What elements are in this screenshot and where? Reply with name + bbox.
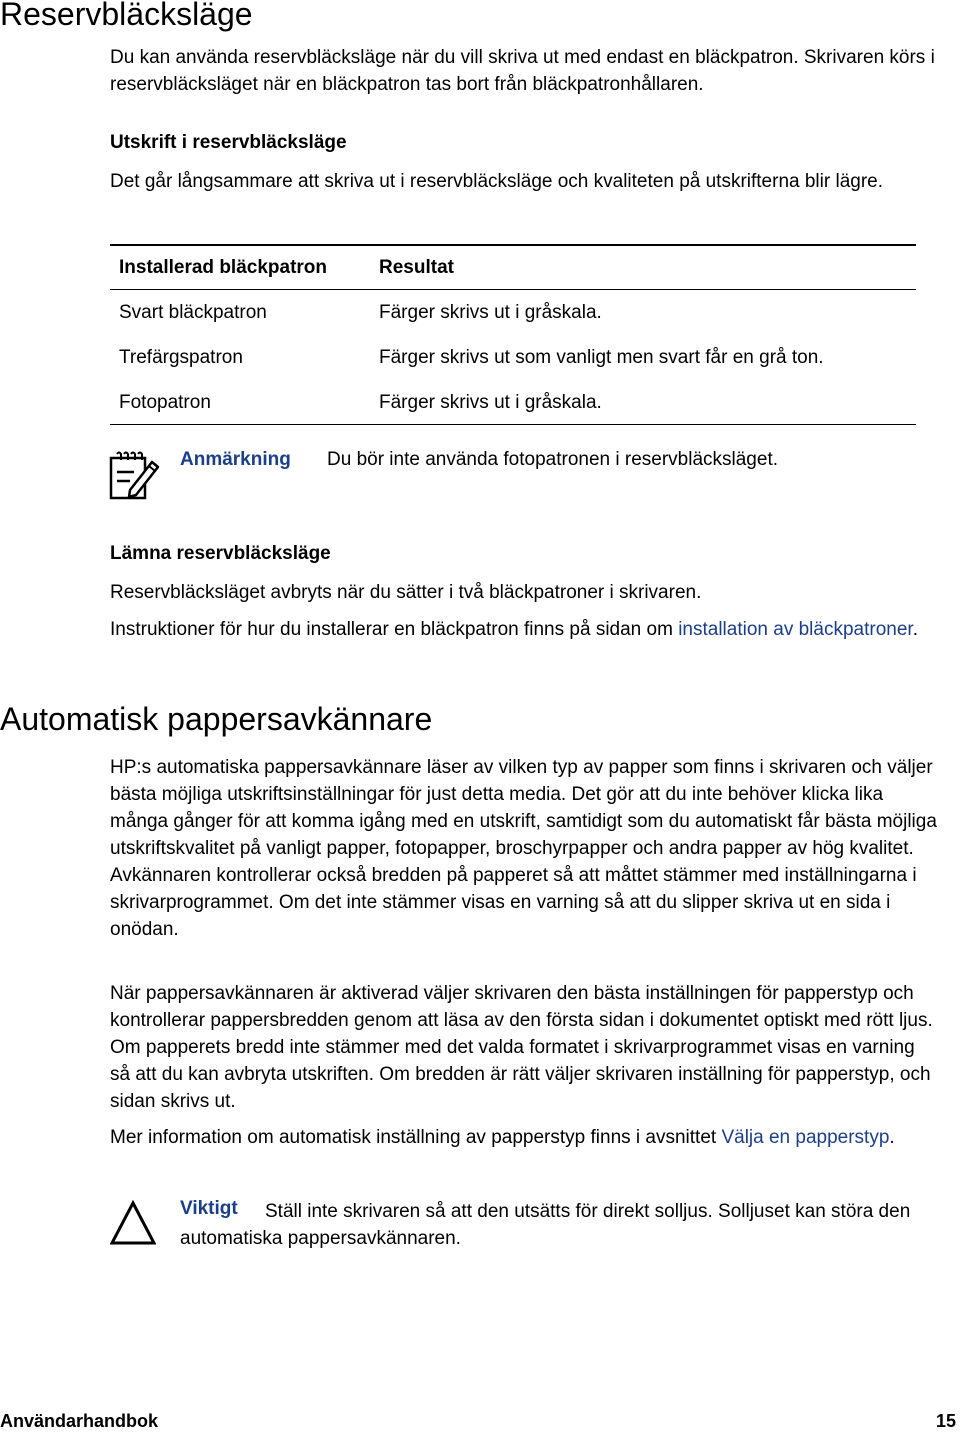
more-info-end: . [889, 1127, 895, 1148]
table-cell-cartridge: Svart bläckpatron [119, 302, 267, 323]
lamna-paragraph: Reservbläcksläget avbryts när du sätter i två bläckpatroner i skrivaren. [110, 582, 702, 603]
sensor-paragraph-1: HP:s automatiska pappersavkännare läser av vilken typ av papper som finns i skrivaren och väljer bästa möjliga utskriftsinställningar för just detta media. Det gör att du inte behöver klicka lika många gånger för att komma igång med en utskrift, samtidigt som du automatiskt får bästa möjliga utskriftskvalitet på vanligt papper, fotopapper, broschyrpapper och andra papper av hög kvalitet. Avkännaren kontrollerar också bredden på papperet så att måttet stämmer med inställningarna i skrivarprogrammet. Om det inte stämmer visas en varning så att du slipper skriva ut en sida i onödan. [110, 757, 937, 940]
more-info-paragraph [110, 1124, 940, 1151]
footer-manual-title: Användarhandbok [0, 1411, 159, 1431]
instruction-text: Instruktioner för hur du installerar en bläckpatron finns på sidan om [110, 619, 679, 640]
table-cell-cartridge: Fotopatron [119, 392, 211, 413]
more-info-text: Mer information om automatisk inställning av papperstyp finns i avsnittet [110, 1127, 722, 1148]
page-number: 15 [935, 1411, 956, 1431]
table-cell-result: Färger skrivs ut i gråskala. [379, 392, 602, 413]
instruction-end: . [912, 619, 918, 640]
intro-paragraph: Du kan använda reservbläcksläge när du vill skriva ut med endast en bläckpatron. Skrivaren körs i reservbläcksläget när en bläckpatron tas bort från bläckpatronhållaren. [110, 47, 935, 95]
warning-label: Viktigt [180, 1198, 238, 1219]
note-label: Anmärkning [180, 449, 291, 470]
sensor-paragraph-2: När pappersavkännaren är aktiverad väljer skrivaren den bästa inställningen för papperstyp och kontrollerar pappersbredden genom att läsa av den första sidan i dokumentet optiskt med rött ljus. Om papperets bredd inte stämmer med det valda formatet i skrivarprogrammet visas en varning så att du kan avbryta utskriften. Om bredden är rätt väljer skrivaren inställning för papperstyp, och sidan skrivs ut. [110, 983, 933, 1112]
table-cell-result: Färger skrivs ut i gråskala. [379, 302, 602, 323]
section-title-reservblackslage: Reservbläcksläge [0, 0, 253, 32]
warning-text: Ställ inte skrivaren så att den utsätts för direkt solljus. Solljuset kan störa den automatiska pappersavkännaren. [180, 1201, 911, 1249]
installation-link[interactable]: installation av bläckpatroner [678, 619, 913, 640]
table-header-result: Resultat [379, 257, 454, 278]
table-bottom-rule [110, 424, 916, 425]
note-text: Du bör inte använda fotopatronen i reservbläcksläget. [327, 449, 778, 470]
subheading-utskrift: Utskrift i reservbläcksläge [110, 132, 347, 153]
section-title-pappersavkannare: Automatisk pappersavkännare [0, 701, 433, 737]
table-cell-result: Färger skrivs ut som vanligt men svart får en grå ton. [379, 347, 824, 368]
warning-triangle-icon [110, 1200, 156, 1246]
table-top-rule [110, 244, 916, 246]
table-header-installed: Installerad bläckpatron [119, 257, 328, 278]
utskrift-paragraph: Det går långsammare att skriva ut i reservbläcksläge och kvaliteten på utskrifterna blir lägre. [110, 171, 884, 192]
papperstyp-link[interactable]: Välja en papperstyp [721, 1127, 890, 1148]
table-header-rule [110, 289, 916, 290]
note-pencil-icon [108, 450, 160, 502]
table-cell-cartridge: Trefärgspatron [119, 347, 243, 368]
instruction-paragraph [110, 616, 940, 643]
subheading-lamna: Lämna reservbläcksläge [110, 543, 331, 564]
